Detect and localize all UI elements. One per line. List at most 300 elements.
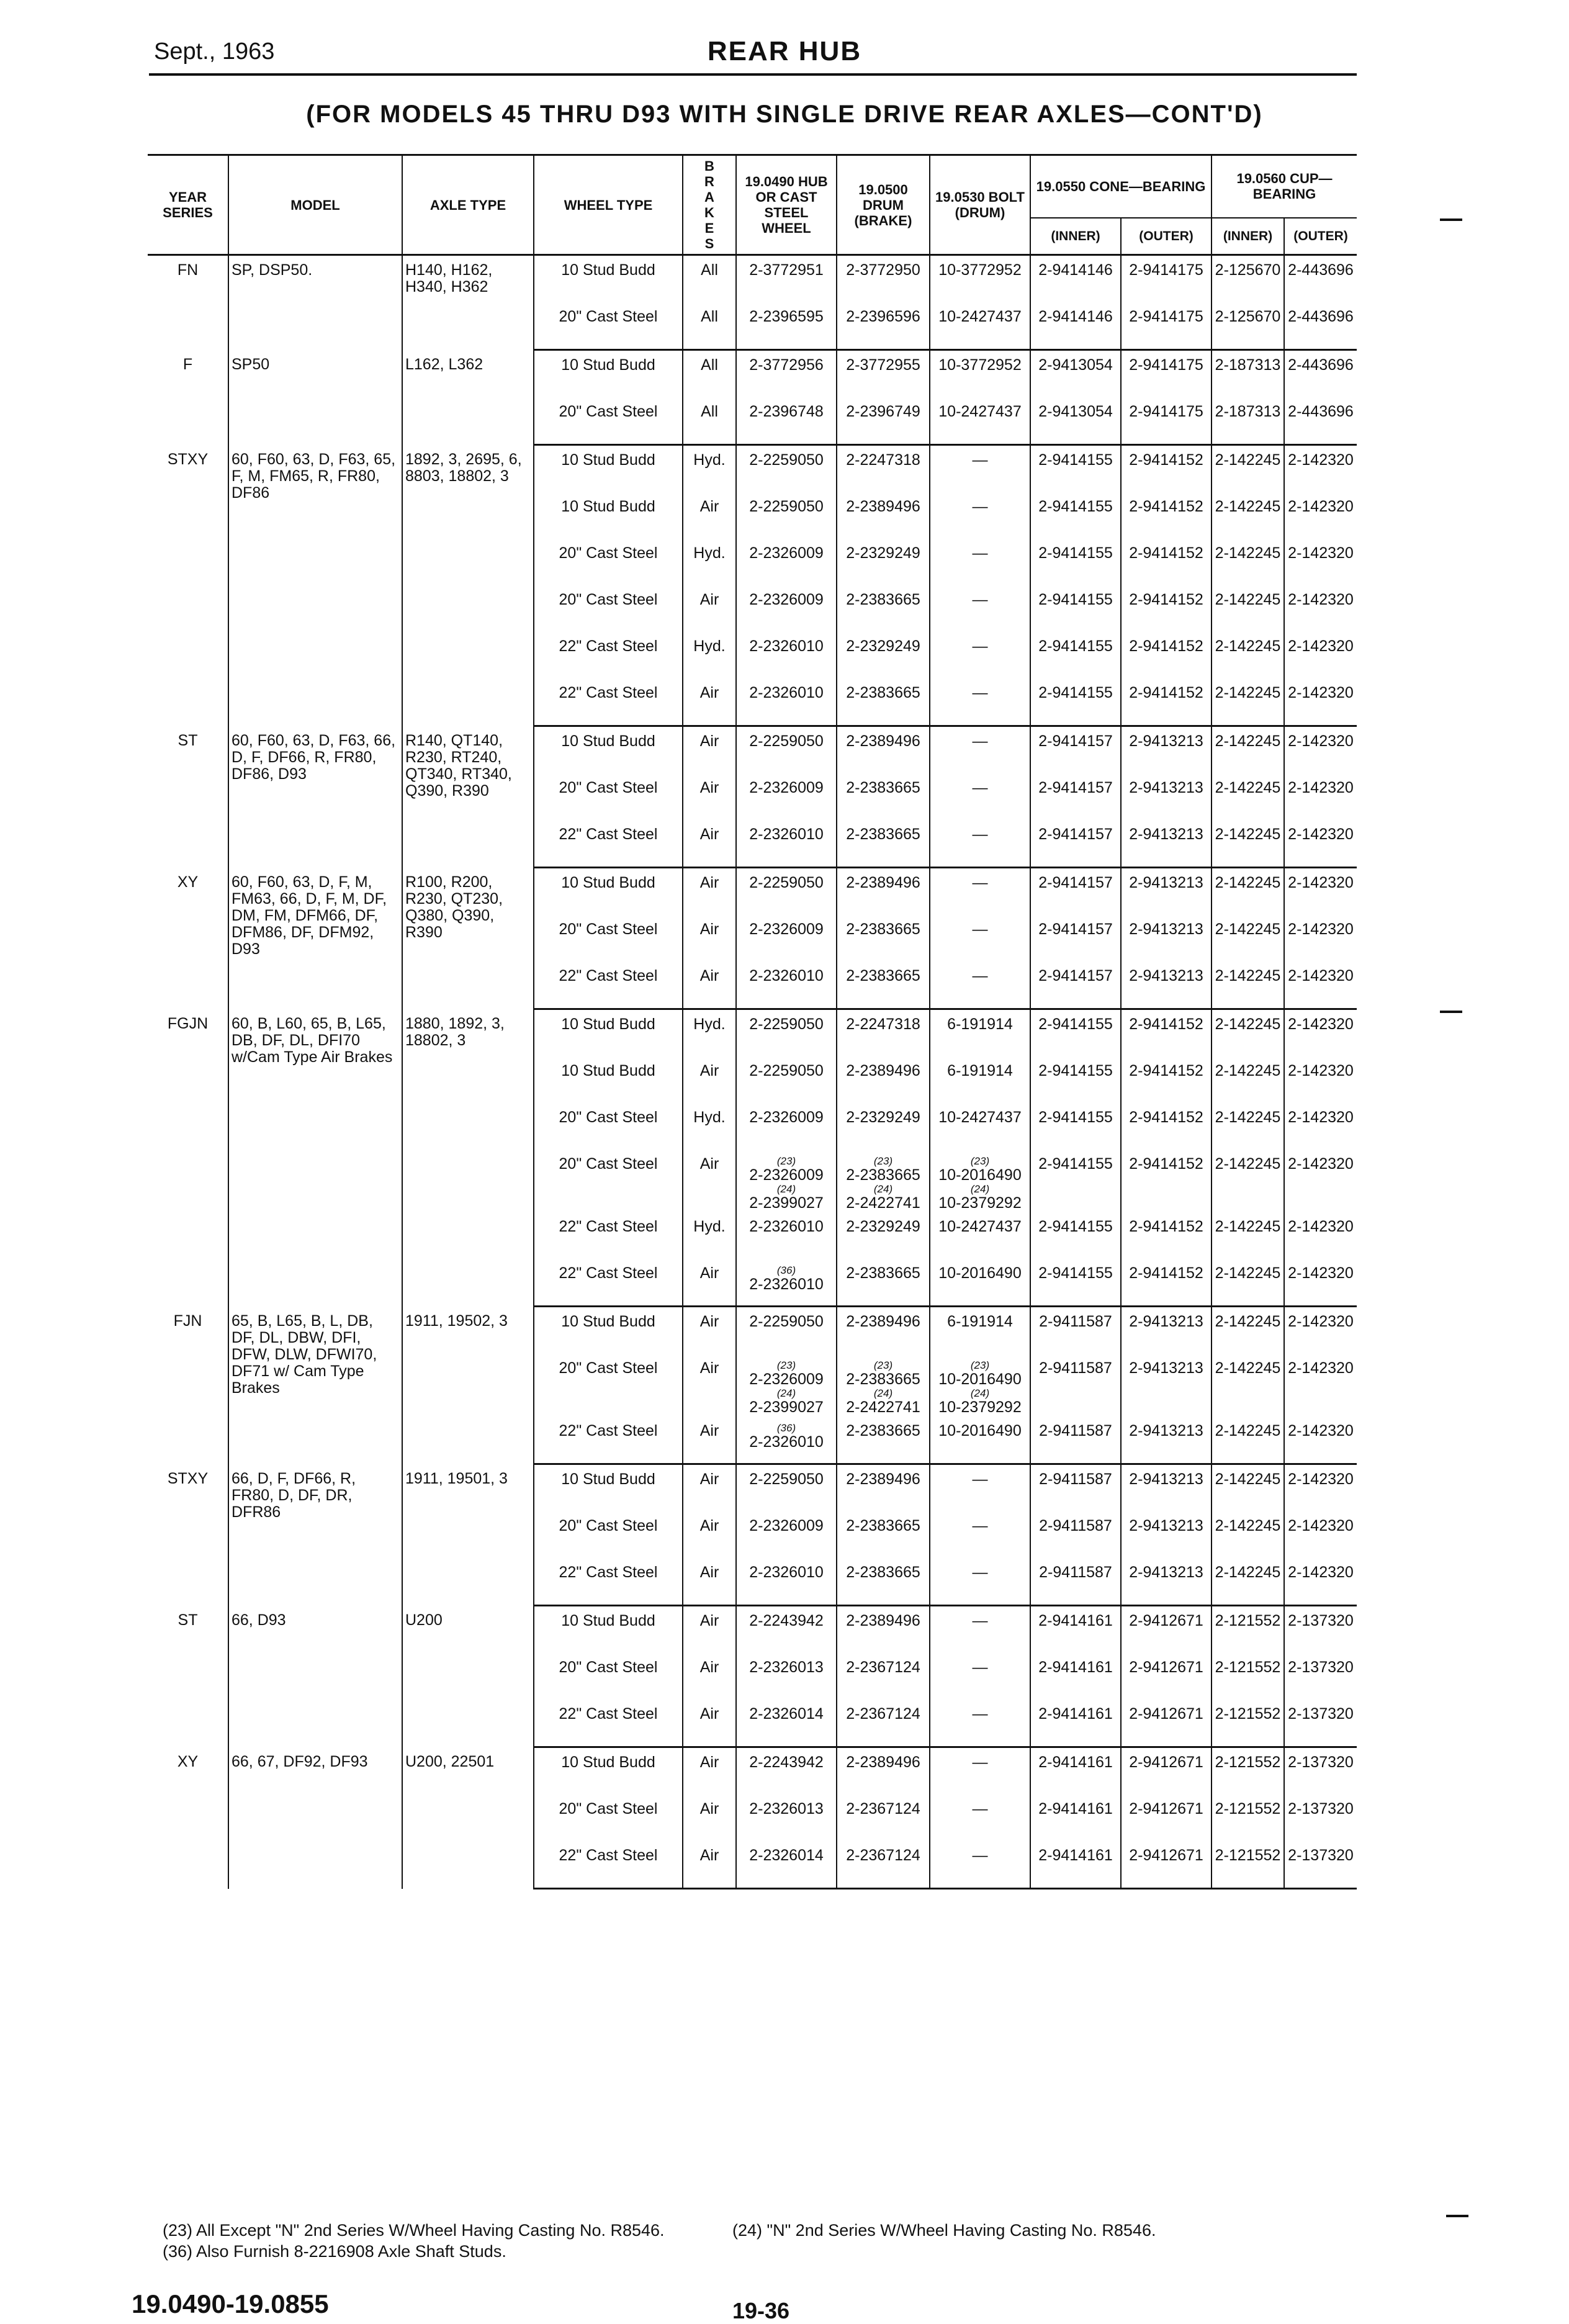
cone-outer-cell: 2-9413213 [1121,962,1212,1009]
wheel-type-cell: 22" Cast Steel [534,1259,683,1307]
cup-inner-cell: 2-142245 [1212,632,1284,678]
brakes-cell: Air [683,1653,736,1700]
brakes-cell: Air [683,868,736,916]
cone-outer-cell: 2-9414152 [1121,632,1212,678]
cone-outer-cell: 2-9413213 [1121,726,1212,774]
cone-inner-cell: 2-9414157 [1030,962,1121,1009]
wheel-type-cell: 10 Stud Budd [534,1606,683,1654]
cone-inner-cell: 2-9414157 [1030,773,1121,820]
hub-cell: 2-2326010 [736,962,837,1009]
year-series-cell: ST [178,731,198,749]
wheel-type-cell: 20" Cast Steel [534,1150,683,1212]
cup-outer-cell: 2-142320 [1284,1150,1357,1212]
bolt-cell: — [930,445,1030,493]
cup-outer-cell: 2-443696 [1284,397,1357,445]
cone-outer-cell: 2-9412671 [1121,1606,1212,1654]
col-bolt: 19.0530 BOLT (DRUM) [930,155,1030,255]
brakes-cell: Air [683,1150,736,1212]
drum-cell: 2-2396596 [837,302,930,350]
table-row [148,255,1357,303]
cup-outer-cell: 2-443696 [1284,255,1357,303]
cup-outer-cell: 2-142320 [1284,1511,1357,1558]
model-cell: 60, B, L60, 65, B, L65, DB, DF, DL, DFI70 w/Cam Type Air Brakes [228,1009,402,1307]
cone-outer-cell: 2-9414152 [1121,585,1212,632]
cone-inner-cell: 2-9414157 [1030,915,1121,962]
wheel-type-cell: 20" Cast Steel [534,1795,683,1841]
brakes-cell: Air [683,915,736,962]
wheel-type-cell: 10 Stud Budd [534,868,683,916]
drum-cell: 2-2367124 [837,1795,930,1841]
brakes-cell: Hyd. [683,539,736,585]
hub-cell: 2-2326009 [736,1511,837,1558]
cup-outer-cell: 2-137320 [1284,1747,1357,1795]
hub-cell: 2-2259050 [736,1464,837,1512]
header-rule [149,73,1357,76]
hub-cell: 2-2259050 [736,1307,837,1354]
drum-cell: (23) 2-2383665 (24) 2-2422741 [837,1354,930,1416]
parts-table-body [148,255,1357,1889]
cup-inner-cell: 2-142245 [1212,1307,1284,1354]
model-cell: 60, F60, 63, D, F63, 66, D, F, DF66, R, FR80, DF86, D93 [228,726,402,868]
bolt-cell: 6-191914 [930,1009,1030,1057]
wheel-type-cell: 10 Stud Budd [534,255,683,303]
cup-inner-cell: 2-125670 [1212,302,1284,350]
drum-cell: 2-2389496 [837,1606,930,1654]
cup-inner-cell: 2-142245 [1212,1558,1284,1606]
drum-cell: 2-2383665 [837,1511,930,1558]
table-subtitle: (FOR MODELS 45 THRU D93 WITH SINGLE DRIVE REAR AXLES—CONT'D) [306,101,1263,128]
wheel-type-cell: 22" Cast Steel [534,1558,683,1606]
axle-type-cell: U200 [402,1606,534,1747]
brakes-cell: Air [683,1558,736,1606]
axle-type-cell: L162, L362 [402,350,534,445]
model-cell: 66, D93 [228,1606,402,1747]
cone-inner-cell: 2-9414157 [1030,820,1121,868]
cone-inner-cell: 2-9414155 [1030,1259,1121,1307]
table-row [148,445,1357,493]
cone-outer-cell: 2-9414175 [1121,255,1212,303]
col-cup-bearing: 19.0560 CUP—BEARING [1212,155,1357,218]
cone-outer-cell: 2-9413213 [1121,1464,1212,1512]
table-row [148,868,1357,916]
brakes-cell: Air [683,1700,736,1747]
brakes-cell: Air [683,726,736,774]
cone-inner-cell: 2-9414157 [1030,868,1121,916]
year-series-cell: STXY [167,450,209,468]
cup-inner-cell: 2-142245 [1212,868,1284,916]
bolt-cell: — [930,1653,1030,1700]
cup-inner-cell: 2-142245 [1212,585,1284,632]
wheel-type-cell: 20" Cast Steel [534,539,683,585]
cone-outer-cell: 2-9413213 [1121,773,1212,820]
bolt-cell: — [930,632,1030,678]
cone-outer-cell: 2-9413213 [1121,1511,1212,1558]
wheel-type-cell: 20" Cast Steel [534,1653,683,1700]
axle-type-cell: 1880, 1892, 3, 18802, 3 [402,1009,534,1307]
bolt-cell: — [930,539,1030,585]
bolt-cell: 6-191914 [930,1056,1030,1103]
cup-outer-cell: 2-137320 [1284,1606,1357,1654]
cup-outer-cell: 2-142320 [1284,1056,1357,1103]
wheel-type-cell: 10 Stud Budd [534,350,683,398]
model-cell: 60, F60, 63, D, F63, 65, F, M, FM65, R, FR80, DF86 [228,445,402,726]
cup-inner-cell: 2-142245 [1212,915,1284,962]
wheel-type-cell: 22" Cast Steel [534,632,683,678]
drum-cell: 2-2329249 [837,539,930,585]
bolt-cell: — [930,1511,1030,1558]
section-number: 19.0490-19.0855 [132,2289,329,2318]
drum-cell: 2-2389496 [837,726,930,774]
cone-inner-cell: 2-9413054 [1030,397,1121,445]
wheel-type-cell: 10 Stud Budd [534,1307,683,1354]
hub-cell: 2-2259050 [736,445,837,493]
cup-inner-cell: 2-121552 [1212,1700,1284,1747]
table-row [148,726,1357,774]
bolt-cell: — [930,585,1030,632]
model-cell: SP, DSP50. [228,255,402,350]
bolt-cell: 6-191914 [930,1307,1030,1354]
wheel-type-cell: 20" Cast Steel [534,397,683,445]
hub-cell: 2-2259050 [736,868,837,916]
cup-inner-cell: 2-121552 [1212,1653,1284,1700]
cone-inner-cell: 2-9414155 [1030,585,1121,632]
cone-inner-cell: 2-9414146 [1030,255,1121,303]
brakes-cell: Hyd. [683,1009,736,1057]
drum-cell: 2-2367124 [837,1841,930,1889]
bolt-cell: — [930,1558,1030,1606]
bolt-cell: (23) 10-2016490 (24) 10-2379292 [930,1354,1030,1416]
wheel-type-cell: 10 Stud Budd [534,1464,683,1512]
cup-inner-cell: 2-187313 [1212,397,1284,445]
wheel-type-cell: 10 Stud Budd [534,492,683,539]
hub-cell: 2-2243942 [736,1747,837,1795]
cone-outer-cell: 2-9414152 [1121,1212,1212,1259]
cup-inner-cell: 2-142245 [1212,1009,1284,1057]
hub-cell: (36) 2-2326010 [736,1259,837,1307]
drum-cell: 2-2329249 [837,1212,930,1259]
cup-outer-cell: 2-137320 [1284,1653,1357,1700]
bolt-cell: — [930,1700,1030,1747]
cup-inner-cell: 2-187313 [1212,350,1284,398]
drum-cell: 2-2383665 [837,773,930,820]
cone-inner-cell: 2-9414146 [1030,302,1121,350]
hub-cell: 2-2326010 [736,632,837,678]
brakes-cell: Air [683,1307,736,1354]
cone-inner-cell: 2-9414155 [1030,1150,1121,1212]
cup-outer-cell: 2-142320 [1284,820,1357,868]
drum-cell: 2-2383665 [837,962,930,1009]
hub-cell: 2-3772956 [736,350,837,398]
cone-inner-cell: 2-9411587 [1030,1354,1121,1416]
cup-outer-cell: 2-142320 [1284,962,1357,1009]
cup-outer-cell: 2-142320 [1284,868,1357,916]
brakes-cell: Air [683,1841,736,1889]
wheel-type-cell: 10 Stud Budd [534,726,683,774]
year-series-cell: FN [177,261,199,279]
brakes-cell: Air [683,678,736,726]
parts-table-container [148,154,1357,1889]
cone-outer-cell: 2-9414175 [1121,397,1212,445]
margin-mark [1440,218,1462,221]
hub-cell: 2-2326013 [736,1653,837,1700]
brakes-cell: Hyd. [683,1212,736,1259]
cone-inner-cell: 2-9414161 [1030,1606,1121,1654]
cone-inner-cell: 2-9414155 [1030,539,1121,585]
cup-inner-cell: 2-142245 [1212,1259,1284,1307]
brakes-cell: Air [683,773,736,820]
wheel-type-cell: 10 Stud Budd [534,1747,683,1795]
cone-inner-cell: 2-9414155 [1030,1103,1121,1150]
hub-cell: 2-2396748 [736,397,837,445]
bolt-cell: — [930,1841,1030,1889]
cup-inner-cell: 2-142245 [1212,1511,1284,1558]
drum-cell: 2-2389496 [837,1747,930,1795]
brakes-cell: Hyd. [683,1103,736,1150]
cone-inner-cell: 2-9411587 [1030,1558,1121,1606]
col-wheel-type: WHEEL TYPE [534,155,683,255]
drum-cell: 2-2383665 [837,1416,930,1464]
model-cell: SP50 [228,350,402,445]
cup-outer-cell: 2-142320 [1284,1212,1357,1259]
brakes-cell: All [683,397,736,445]
hub-cell: 2-2243942 [736,1606,837,1654]
wheel-type-cell: 22" Cast Steel [534,678,683,726]
wheel-type-cell: 22" Cast Steel [534,962,683,1009]
cone-inner-cell: 2-9411587 [1030,1511,1121,1558]
year-series-cell: F [182,355,193,373]
cup-inner-cell: 2-142245 [1212,1150,1284,1212]
wheel-type-cell: 20" Cast Steel [534,585,683,632]
hub-cell: 2-2326013 [736,1795,837,1841]
cup-inner-cell: 2-142245 [1212,678,1284,726]
cup-outer-cell: 2-142320 [1284,678,1357,726]
cup-outer-cell: 2-142320 [1284,1354,1357,1416]
cone-outer-cell: 2-9412671 [1121,1700,1212,1747]
wheel-type-cell: 20" Cast Steel [534,915,683,962]
brakes-cell: Air [683,1259,736,1307]
cone-outer-cell: 2-9412671 [1121,1841,1212,1889]
wheel-type-cell: 22" Cast Steel [534,1416,683,1464]
cup-outer-cell: 2-137320 [1284,1700,1357,1747]
cone-outer-cell: 2-9414152 [1121,1103,1212,1150]
footnote-36: (36) Also Furnish 8-2216908 Axle Shaft Studs. [163,2242,506,2261]
hub-cell: (36) 2-2326010 [736,1416,837,1464]
brakes-cell: All [683,350,736,398]
drum-cell: 2-2247318 [837,1009,930,1057]
cone-inner-cell: 2-9414155 [1030,1212,1121,1259]
brakes-cell: Hyd. [683,632,736,678]
cup-outer-cell: 2-137320 [1284,1841,1357,1889]
cone-inner-cell: 2-9411587 [1030,1416,1121,1464]
col-drum: 19.0500 DRUM (BRAKE) [837,155,930,255]
drum-cell: 2-2383665 [837,915,930,962]
hub-cell: 2-2259050 [736,1056,837,1103]
brakes-cell: Air [683,820,736,868]
hub-cell: 2-3772951 [736,255,837,303]
axle-type-cell: 1911, 19502, 3 [402,1307,534,1464]
bolt-cell: — [930,915,1030,962]
parts-table [148,154,1357,1889]
year-series-cell: FJN [173,1312,202,1330]
bolt-cell: — [930,1464,1030,1512]
drum-cell: (23) 2-2383665 (24) 2-2422741 [837,1150,930,1212]
wheel-type-cell: 10 Stud Budd [534,445,683,493]
wheel-type-cell: 22" Cast Steel [534,1212,683,1259]
cup-inner-cell: 2-121552 [1212,1841,1284,1889]
cone-inner-cell: 2-9414155 [1030,632,1121,678]
cone-outer-cell: 2-9414175 [1121,350,1212,398]
cup-outer-cell: 2-142320 [1284,1103,1357,1150]
cone-outer-cell: 2-9413213 [1121,820,1212,868]
hub-cell: 2-2326010 [736,678,837,726]
bolt-cell: — [930,773,1030,820]
cone-inner-cell: 2-9414155 [1030,492,1121,539]
table-row [148,1747,1357,1795]
brakes-cell: Hyd. [683,445,736,493]
bolt-cell: — [930,492,1030,539]
hub-cell: 2-2326014 [736,1841,837,1889]
cone-outer-cell: 2-9414152 [1121,539,1212,585]
wheel-type-cell: 22" Cast Steel [534,820,683,868]
hub-cell: 2-2326009 [736,773,837,820]
drum-cell: 2-2389496 [837,868,930,916]
col-brakes [683,155,736,255]
cup-outer-cell: 2-142320 [1284,726,1357,774]
model-cell: 66, D, F, DF66, R, FR80, D, DF, DR, DFR86 [228,1464,402,1606]
hub-cell: 2-2259050 [736,1009,837,1057]
wheel-type-cell: 20" Cast Steel [534,1103,683,1150]
hub-cell: 2-2326010 [736,1212,837,1259]
cup-outer-cell: 2-142320 [1284,1558,1357,1606]
cup-inner-cell: 2-142245 [1212,492,1284,539]
brakes-cell: Air [683,1464,736,1512]
cone-inner-cell: 2-9414155 [1030,678,1121,726]
cone-inner-cell: 2-9414161 [1030,1747,1121,1795]
cup-inner-cell: 2-142245 [1212,539,1284,585]
bolt-cell: 10-3772952 [930,350,1030,398]
bolt-cell: — [930,820,1030,868]
cone-inner-cell: 2-9414155 [1030,1009,1121,1057]
hub-cell: 2-2326014 [736,1700,837,1747]
footnote-23: (23) All Except "N" 2nd Series W/Wheel Having Casting No. R8546. [163,2221,665,2240]
cup-inner-cell: 2-121552 [1212,1606,1284,1654]
cone-inner-cell: 2-9414155 [1030,1056,1121,1103]
bolt-cell: 10-2427437 [930,397,1030,445]
drum-cell: 2-2383665 [837,678,930,726]
model-cell: 65, B, L65, B, L, DB, DF, DL, DBW, DFI, DFW, DLW, DFWI70, DF71 w/ Cam Type Brakes [228,1307,402,1464]
margin-mark [1446,2215,1468,2217]
cup-outer-cell: 2-142320 [1284,1464,1357,1512]
cup-outer-cell: 2-443696 [1284,350,1357,398]
cup-inner-cell: 2-142245 [1212,1464,1284,1512]
drum-cell: 2-2367124 [837,1653,930,1700]
axle-type-cell: H140, H162, H340, H362 [402,255,534,350]
cone-outer-cell: 2-9414152 [1121,492,1212,539]
hub-cell: 2-2326009 [736,539,837,585]
brakes-cell: Air [683,585,736,632]
drum-cell: 2-2389496 [837,1464,930,1512]
hub-cell: (23) 2-2326009 (24) 2-2399027 [736,1150,837,1212]
bolt-cell: — [930,726,1030,774]
bolt-cell: 10-2427437 [930,1212,1030,1259]
cone-outer-cell: 2-9414152 [1121,678,1212,726]
col-year-series: YEAR SERIES [148,155,228,255]
cone-outer-cell: 2-9412671 [1121,1795,1212,1841]
cup-inner-cell: 2-142245 [1212,1103,1284,1150]
wheel-type-cell: 22" Cast Steel [534,1841,683,1889]
year-series-cell: FGJN [167,1014,209,1032]
drum-cell: 2-2383665 [837,820,930,868]
drum-cell: 2-2389496 [837,492,930,539]
drum-cell: 2-2329249 [837,1103,930,1150]
year-series-cell: STXY [167,1469,209,1487]
wheel-type-cell: 20" Cast Steel [534,1511,683,1558]
model-cell: 60, F60, 63, D, F, M, FM63, 66, D, F, M, DF, DM, FM, DFM66, DF, DFM86, DF, DFM92, D93 [228,868,402,1009]
cone-inner-cell: 2-9414161 [1030,1653,1121,1700]
cone-outer-cell: 2-9414175 [1121,302,1212,350]
cone-inner-cell: 2-9411587 [1030,1464,1121,1512]
cone-outer-cell: 2-9413213 [1121,1416,1212,1464]
page-number: 19-36 [732,2298,790,2323]
brakes-cell: Air [683,1606,736,1654]
bolt-cell: — [930,678,1030,726]
brakes-cell: Air [683,492,736,539]
bolt-cell: 10-2427437 [930,302,1030,350]
drum-cell: 2-2383665 [837,585,930,632]
hub-cell: 2-2396595 [736,302,837,350]
brakes-cell: All [683,255,736,303]
col-hub: 19.0490 HUB OR CAST STEEL WHEEL [736,155,837,255]
cup-outer-cell: 2-137320 [1284,1795,1357,1841]
cup-inner-cell: 2-121552 [1212,1747,1284,1795]
col-model: MODEL [228,155,402,255]
drum-cell: 2-3772950 [837,255,930,303]
cone-outer-cell: 2-9414152 [1121,1259,1212,1307]
axle-type-cell: R100, R200, R230, QT230, Q380, Q390, R390 [402,868,534,1009]
cone-outer-cell: 2-9412671 [1121,1747,1212,1795]
cone-inner-cell: 2-9414161 [1030,1795,1121,1841]
table-row [148,1307,1357,1354]
table-row [148,1606,1357,1654]
col-cone-bearing: 19.0550 CONE—BEARING [1030,155,1212,218]
col-cone-inner: (INNER) [1030,218,1121,255]
cone-outer-cell: 2-9414152 [1121,1009,1212,1057]
cone-inner-cell: 2-9414161 [1030,1841,1121,1889]
drum-cell: 2-2247318 [837,445,930,493]
axle-type-cell: U200, 22501 [402,1747,534,1889]
wheel-type-cell: 10 Stud Budd [534,1009,683,1057]
cup-outer-cell: 2-142320 [1284,1307,1357,1354]
col-cup-outer: (OUTER) [1284,218,1357,255]
hub-cell: 2-2259050 [736,726,837,774]
col-brakes-label: B R A K E S [704,158,714,251]
cup-outer-cell: 2-142320 [1284,539,1357,585]
year-series-cell: XY [177,873,199,891]
hub-cell: 2-2326009 [736,585,837,632]
bolt-cell: — [930,868,1030,916]
cone-inner-cell: 2-9414157 [1030,726,1121,774]
cup-inner-cell: 2-142245 [1212,1354,1284,1416]
brakes-cell: Air [683,1747,736,1795]
col-cone-outer: (OUTER) [1121,218,1212,255]
bolt-cell: — [930,1606,1030,1654]
cone-outer-cell: 2-9414152 [1121,1056,1212,1103]
axle-type-cell: 1892, 3, 2695, 6, 8803, 18802, 3 [402,445,534,726]
cup-inner-cell: 2-142245 [1212,1416,1284,1464]
brakes-cell: Air [683,1354,736,1416]
drum-cell: 2-2329249 [837,632,930,678]
year-series-cell: ST [178,1611,198,1629]
